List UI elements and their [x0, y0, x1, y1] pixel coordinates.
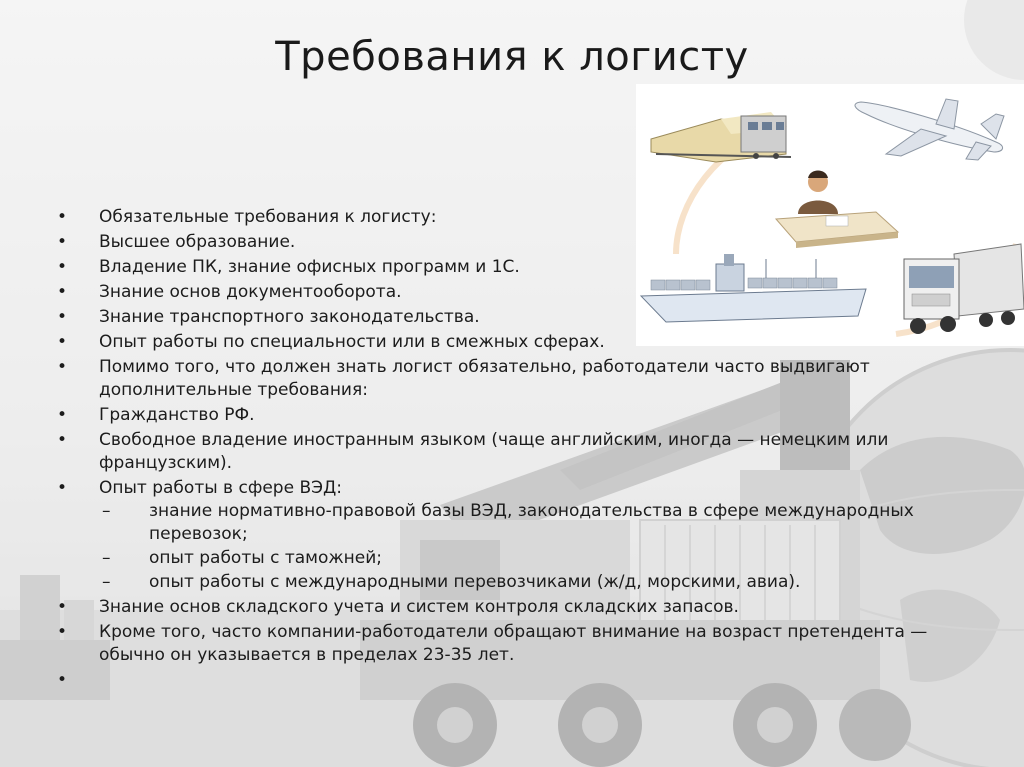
requirement-text: Гражданство РФ.	[99, 405, 255, 425]
bullet-dot-icon: •	[57, 207, 68, 227]
bullet-dot-icon: •	[57, 357, 68, 377]
bullet-dot-icon: •	[57, 282, 68, 302]
requirement-text: Опыт работы по специальности или в смежных сферах.	[99, 332, 605, 352]
bullet-dot-icon: •	[57, 597, 68, 617]
sub-requirement-item	[102, 500, 987, 546]
bullet-dot-icon: •	[57, 332, 68, 352]
requirement-text: Знание основ складского учета и систем контроля складских запасов.	[99, 597, 739, 617]
requirement-text: Знание основ документооборота.	[99, 282, 402, 302]
bullet-dot-icon: •	[57, 232, 68, 252]
dash-bullet-icon: –	[102, 501, 111, 521]
requirement-item	[57, 281, 987, 304]
requirements-list	[57, 206, 987, 690]
sub-requirement-item	[102, 571, 987, 594]
bullet-dot-icon: •	[57, 307, 68, 327]
bullet-dot-icon: •	[57, 670, 68, 690]
bullet-dot-icon: •	[57, 430, 68, 450]
requirement-text: Высшее образование.	[99, 232, 296, 252]
sub-requirement-text: знание нормативно-правовой базы ВЭД, законодательства в сфере международных перевозок;	[149, 501, 914, 544]
requirement-item	[57, 404, 987, 427]
sub-requirement-item	[102, 547, 987, 570]
sub-requirement-text: опыт работы с таможней;	[149, 548, 383, 568]
requirement-item	[57, 477, 987, 594]
bullet-dot-icon: •	[57, 257, 68, 277]
bullet-dot-icon: •	[57, 405, 68, 425]
requirement-item	[57, 331, 987, 354]
requirement-item	[57, 429, 987, 475]
requirement-text: Опыт работы в сфере ВЭД:	[99, 478, 343, 498]
requirement-text: Кроме того, часто компании-работодатели обращают внимание на возраст претендента — обычно он указывается в пределах 23-35 лет.	[99, 622, 928, 665]
requirement-item	[57, 206, 987, 229]
bullet-dot-icon: •	[57, 478, 68, 498]
requirement-text: Свободное владение иностранным языком (чаще английским, иногда — немецким или французским).	[99, 430, 889, 473]
sub-requirement-text: опыт работы с международными перевозчиками (ж/д, морскими, авиа).	[149, 572, 801, 592]
requirement-text: Помимо того, что должен знать логист обязательно, работодатели часто выдвигают дополнительные требования:	[99, 357, 870, 400]
requirement-text: Владение ПК, знание офисных программ и 1С.	[99, 257, 520, 277]
requirement-item	[57, 231, 987, 254]
requirement-text: Знание транспортного законодательства.	[99, 307, 480, 327]
requirements-list-container	[57, 206, 987, 690]
bullet-dot-icon: •	[57, 622, 68, 642]
requirement-item	[57, 596, 987, 619]
dash-bullet-icon: –	[102, 572, 111, 592]
requirement-item	[57, 621, 987, 667]
sub-requirements-list	[99, 500, 987, 594]
requirement-text: Обязательные требования к логисту:	[99, 207, 437, 227]
requirement-item	[57, 356, 987, 402]
dash-bullet-icon: –	[102, 548, 111, 568]
slide-title: Требования к логисту	[275, 34, 749, 80]
requirement-item	[57, 306, 987, 329]
requirement-item	[57, 256, 987, 279]
